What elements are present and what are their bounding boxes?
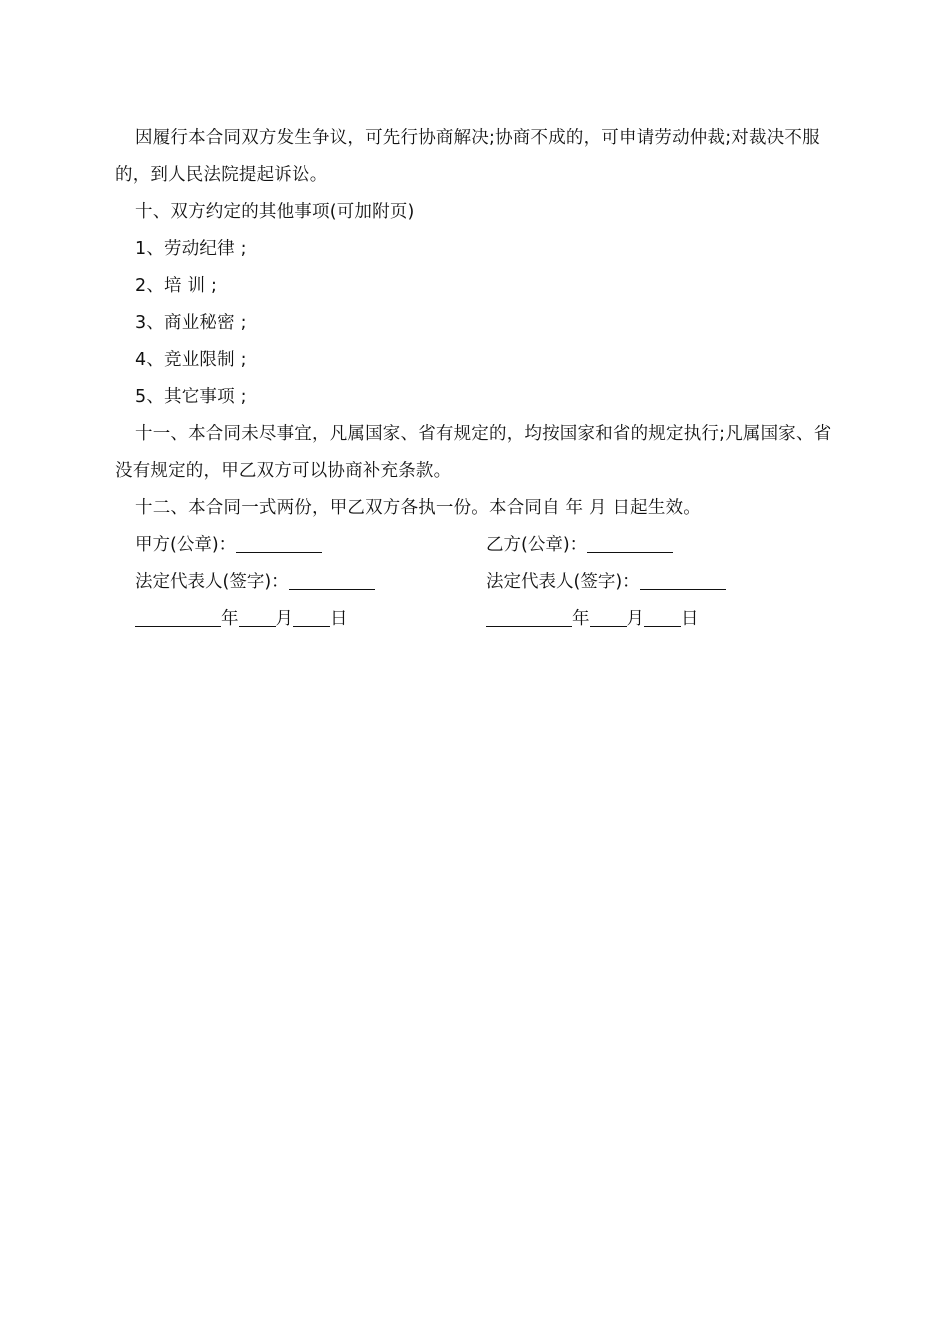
party-a-seal xyxy=(135,527,486,564)
clause-eleven: 十一、本合同未尽事宜，凡属国家、省有规定的，均按国家和省的规定执行;凡属国家、省没有规定的，甲乙双方可以协商补充条款。 xyxy=(115,424,832,481)
item-labor-discipline: 1、劳动纪律 ; xyxy=(135,239,247,259)
seal-row xyxy=(115,527,837,564)
item-other-matters: 5、其它事项 ; xyxy=(135,387,247,407)
party-b-year-blank[interactable] xyxy=(486,606,572,627)
party-a-representative xyxy=(135,564,486,601)
party-b-rep-blank[interactable] xyxy=(640,569,726,590)
party-b-month-label: 月 xyxy=(626,609,644,629)
party-b-seal xyxy=(486,527,837,564)
party-a-seal-label: 甲方(公章)： xyxy=(135,535,237,555)
item-trade-secrets: 3、商业秘密 ; xyxy=(135,313,247,333)
party-a-date xyxy=(135,601,486,638)
party-b-year-label: 年 xyxy=(572,609,590,629)
party-a-day-blank[interactable] xyxy=(293,606,330,627)
party-b-seal-blank[interactable] xyxy=(587,532,673,553)
party-a-month-blank[interactable] xyxy=(239,606,276,627)
representative-row xyxy=(115,564,837,601)
party-b-day-label: 日 xyxy=(681,609,699,629)
party-b-month-blank[interactable] xyxy=(590,606,627,627)
item-non-compete: 4、竞业限制 ; xyxy=(135,350,247,370)
document-body xyxy=(115,120,837,638)
party-a-year-label: 年 xyxy=(221,609,239,629)
party-b-day-blank[interactable] xyxy=(644,606,681,627)
party-a-rep-blank[interactable] xyxy=(289,569,375,590)
party-b-date xyxy=(486,601,837,638)
party-a-rep-label: 法定代表人(签字)： xyxy=(135,572,289,592)
dispute-clause: 因履行本合同双方发生争议，可先行协商解决;协商不成的，可申请劳动仲裁;对裁决不服的，到人民法院提起诉讼。 xyxy=(115,128,820,185)
party-b-representative xyxy=(486,564,837,601)
party-a-seal-blank[interactable] xyxy=(236,532,322,553)
clause-twelve: 十二、本合同一式两份，甲乙双方各执一份。本合同自 年 月 日起生效。 xyxy=(135,498,701,518)
party-a-year-blank[interactable] xyxy=(135,606,221,627)
date-row xyxy=(115,601,837,638)
party-a-day-label: 日 xyxy=(330,609,348,629)
item-training: 2、培 训 ; xyxy=(135,276,218,296)
clause-ten-heading: 十、双方约定的其他事项(可加附页) xyxy=(135,202,415,222)
party-b-seal-label: 乙方(公章)： xyxy=(486,535,588,555)
party-a-month-label: 月 xyxy=(275,609,293,629)
party-b-rep-label: 法定代表人(签字)： xyxy=(486,572,640,592)
